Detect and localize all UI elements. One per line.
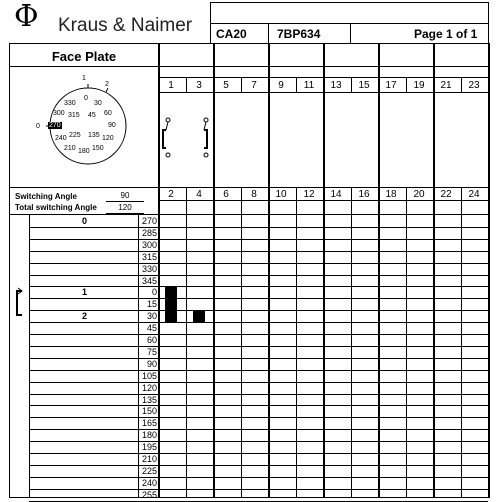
bottom-column-number: 2 [168, 189, 174, 200]
header-top-line [210, 2, 489, 3]
table-row-line [29, 429, 488, 430]
table-row-angle: 225 [141, 466, 157, 476]
header-code2: 7BP634 [277, 27, 321, 41]
column-divider [186, 187, 187, 498]
table-row-angle: 0 [151, 287, 157, 297]
table-row-angle: 75 [146, 347, 157, 357]
bottom-column-number: 18 [385, 189, 397, 200]
table-row-angle: 120 [141, 383, 157, 393]
dial-inner-315: 315 [68, 112, 80, 119]
table-row-angle: 165 [141, 418, 157, 428]
bottom-column-number: 16 [358, 189, 370, 200]
faceplate-title: Face Plate [51, 49, 117, 64]
top-column-number: 11 [303, 80, 315, 91]
table-row-angle: 270 [141, 216, 157, 226]
bottom-column-number: 20 [413, 189, 425, 200]
top-column-number: 19 [413, 80, 425, 91]
frame-bottom [9, 497, 489, 498]
switching-angle-label: Switching Angle [15, 192, 77, 201]
dial-angle-180: 180 [78, 148, 90, 155]
table-row-line [29, 275, 488, 276]
table-row-line [29, 441, 488, 442]
table-row-line [29, 298, 488, 299]
table-row-line [29, 477, 488, 478]
bottom-column-number: 8 [251, 189, 257, 200]
table-row-angle: 315 [141, 252, 157, 262]
switching-bottom-line [9, 214, 489, 215]
dial-inner-135: 135 [88, 132, 100, 139]
dial-angle-330: 330 [64, 100, 76, 107]
position-bracket-icon [12, 287, 26, 317]
top-column-number: 7 [251, 80, 257, 91]
dial-angle-150: 150 [92, 145, 104, 152]
dial-label-1: 1 [82, 75, 86, 82]
bottom-column-number: 24 [468, 189, 480, 200]
header-page: Page 1 of 1 [414, 27, 478, 41]
table-row-angle: 330 [141, 264, 157, 274]
table-row-line [29, 239, 488, 240]
table-pos-divider [29, 215, 30, 498]
top-column-number: 1 [168, 80, 174, 91]
dial-angle-60: 60 [104, 110, 112, 117]
top-column-number: 15 [358, 80, 370, 91]
dial-label-2: 2 [105, 81, 109, 88]
faceplate-title-underline [9, 66, 489, 67]
table-row-line [29, 227, 488, 228]
top-column-number: 5 [223, 80, 229, 91]
brand-logo-symbol: Φ [14, 0, 39, 34]
table-row-angle: 30 [146, 311, 157, 321]
table-row-position: 2 [82, 311, 88, 321]
header-div1 [268, 23, 269, 44]
table-row-line [29, 263, 488, 264]
top-column-number: 23 [468, 80, 480, 91]
table-row-line [29, 334, 488, 335]
table-row-line [29, 286, 488, 287]
table-row-angle: 60 [146, 335, 157, 345]
table-row-angle: 300 [141, 240, 157, 250]
bottom-column-number: 10 [275, 189, 287, 200]
column-divider [296, 187, 297, 498]
column-divider [241, 187, 242, 498]
dial-angle-30: 30 [94, 100, 102, 107]
dial-inner-45: 45 [88, 112, 96, 119]
table-row-line [29, 453, 488, 454]
table-row-angle: 90 [146, 359, 157, 369]
table-row-angle: 105 [141, 371, 157, 381]
table-row-position: 1 [82, 287, 88, 297]
header-code1: CA20 [216, 27, 247, 41]
table-row-angle: 180 [141, 430, 157, 440]
total-switching-angle-value: 120 [106, 204, 144, 214]
table-row-angle: 345 [141, 276, 157, 286]
table-row-angle: 135 [141, 395, 157, 405]
table-row-line [29, 358, 488, 359]
top-column-number: 13 [330, 80, 342, 91]
top-column-number: 21 [440, 80, 452, 91]
table-row-angle: 45 [146, 323, 157, 333]
bottom-column-number: 4 [196, 189, 202, 200]
table-row-line [29, 417, 488, 418]
table-row-line [29, 346, 488, 347]
table-row-angle: 15 [146, 299, 157, 309]
table-row-line [29, 394, 488, 395]
dial-angle-300: 300 [53, 110, 65, 117]
table-row-angle: 150 [141, 406, 157, 416]
top-column-number: 9 [278, 80, 284, 91]
table-row-line [29, 370, 488, 371]
contact-closed-cell [165, 310, 177, 323]
table-row-angle: 255 [141, 490, 157, 500]
top-column-number: 3 [196, 80, 202, 91]
bottom-column-number: 6 [223, 189, 229, 200]
table-row-line [29, 251, 488, 252]
dial-angle-270-selected: 270 [49, 122, 61, 129]
table-row-line [29, 489, 488, 490]
column-divider [406, 187, 407, 498]
table-row-angle: 285 [141, 228, 157, 238]
frame-left [9, 43, 10, 498]
table-row-line [29, 310, 488, 311]
dial-angle-0: 0 [84, 95, 88, 102]
column-divider [488, 43, 490, 498]
table-row-position: 0 [82, 216, 88, 226]
column-divider [461, 187, 462, 498]
switching-top-line [9, 187, 489, 188]
brand-name: Kraus & Naimer [58, 15, 193, 36]
bottom-column-number: 14 [330, 189, 342, 200]
column-divider [351, 187, 352, 498]
contact-symbol [158, 110, 218, 165]
table-row-angle: 195 [141, 442, 157, 452]
table-row-line [29, 405, 488, 406]
header-div2 [350, 23, 351, 44]
dial-angle-90: 90 [108, 122, 116, 129]
contact-closed-cell [193, 310, 205, 323]
table-row-line [29, 465, 488, 466]
frame-top [9, 43, 489, 44]
dial-angle-240: 240 [55, 135, 67, 142]
top-column-number: 17 [385, 80, 397, 91]
table-row-line [29, 382, 488, 383]
dial-inner-225: 225 [69, 132, 81, 139]
dial-angle-210: 210 [64, 145, 76, 152]
total-switching-angle-label: Total switching Angle [15, 203, 97, 212]
table-row-angle: 210 [141, 454, 157, 464]
bottom-column-number: 22 [440, 189, 452, 200]
table-row-line [29, 322, 488, 323]
dial-label-left-0: 0 [36, 123, 40, 130]
dial-tick-2 [106, 88, 108, 92]
table-row-angle: 240 [141, 478, 157, 488]
switching-angle-value: 90 [106, 192, 144, 202]
dial-angle-120: 120 [102, 135, 114, 142]
bottom-column-number: 12 [303, 189, 315, 200]
